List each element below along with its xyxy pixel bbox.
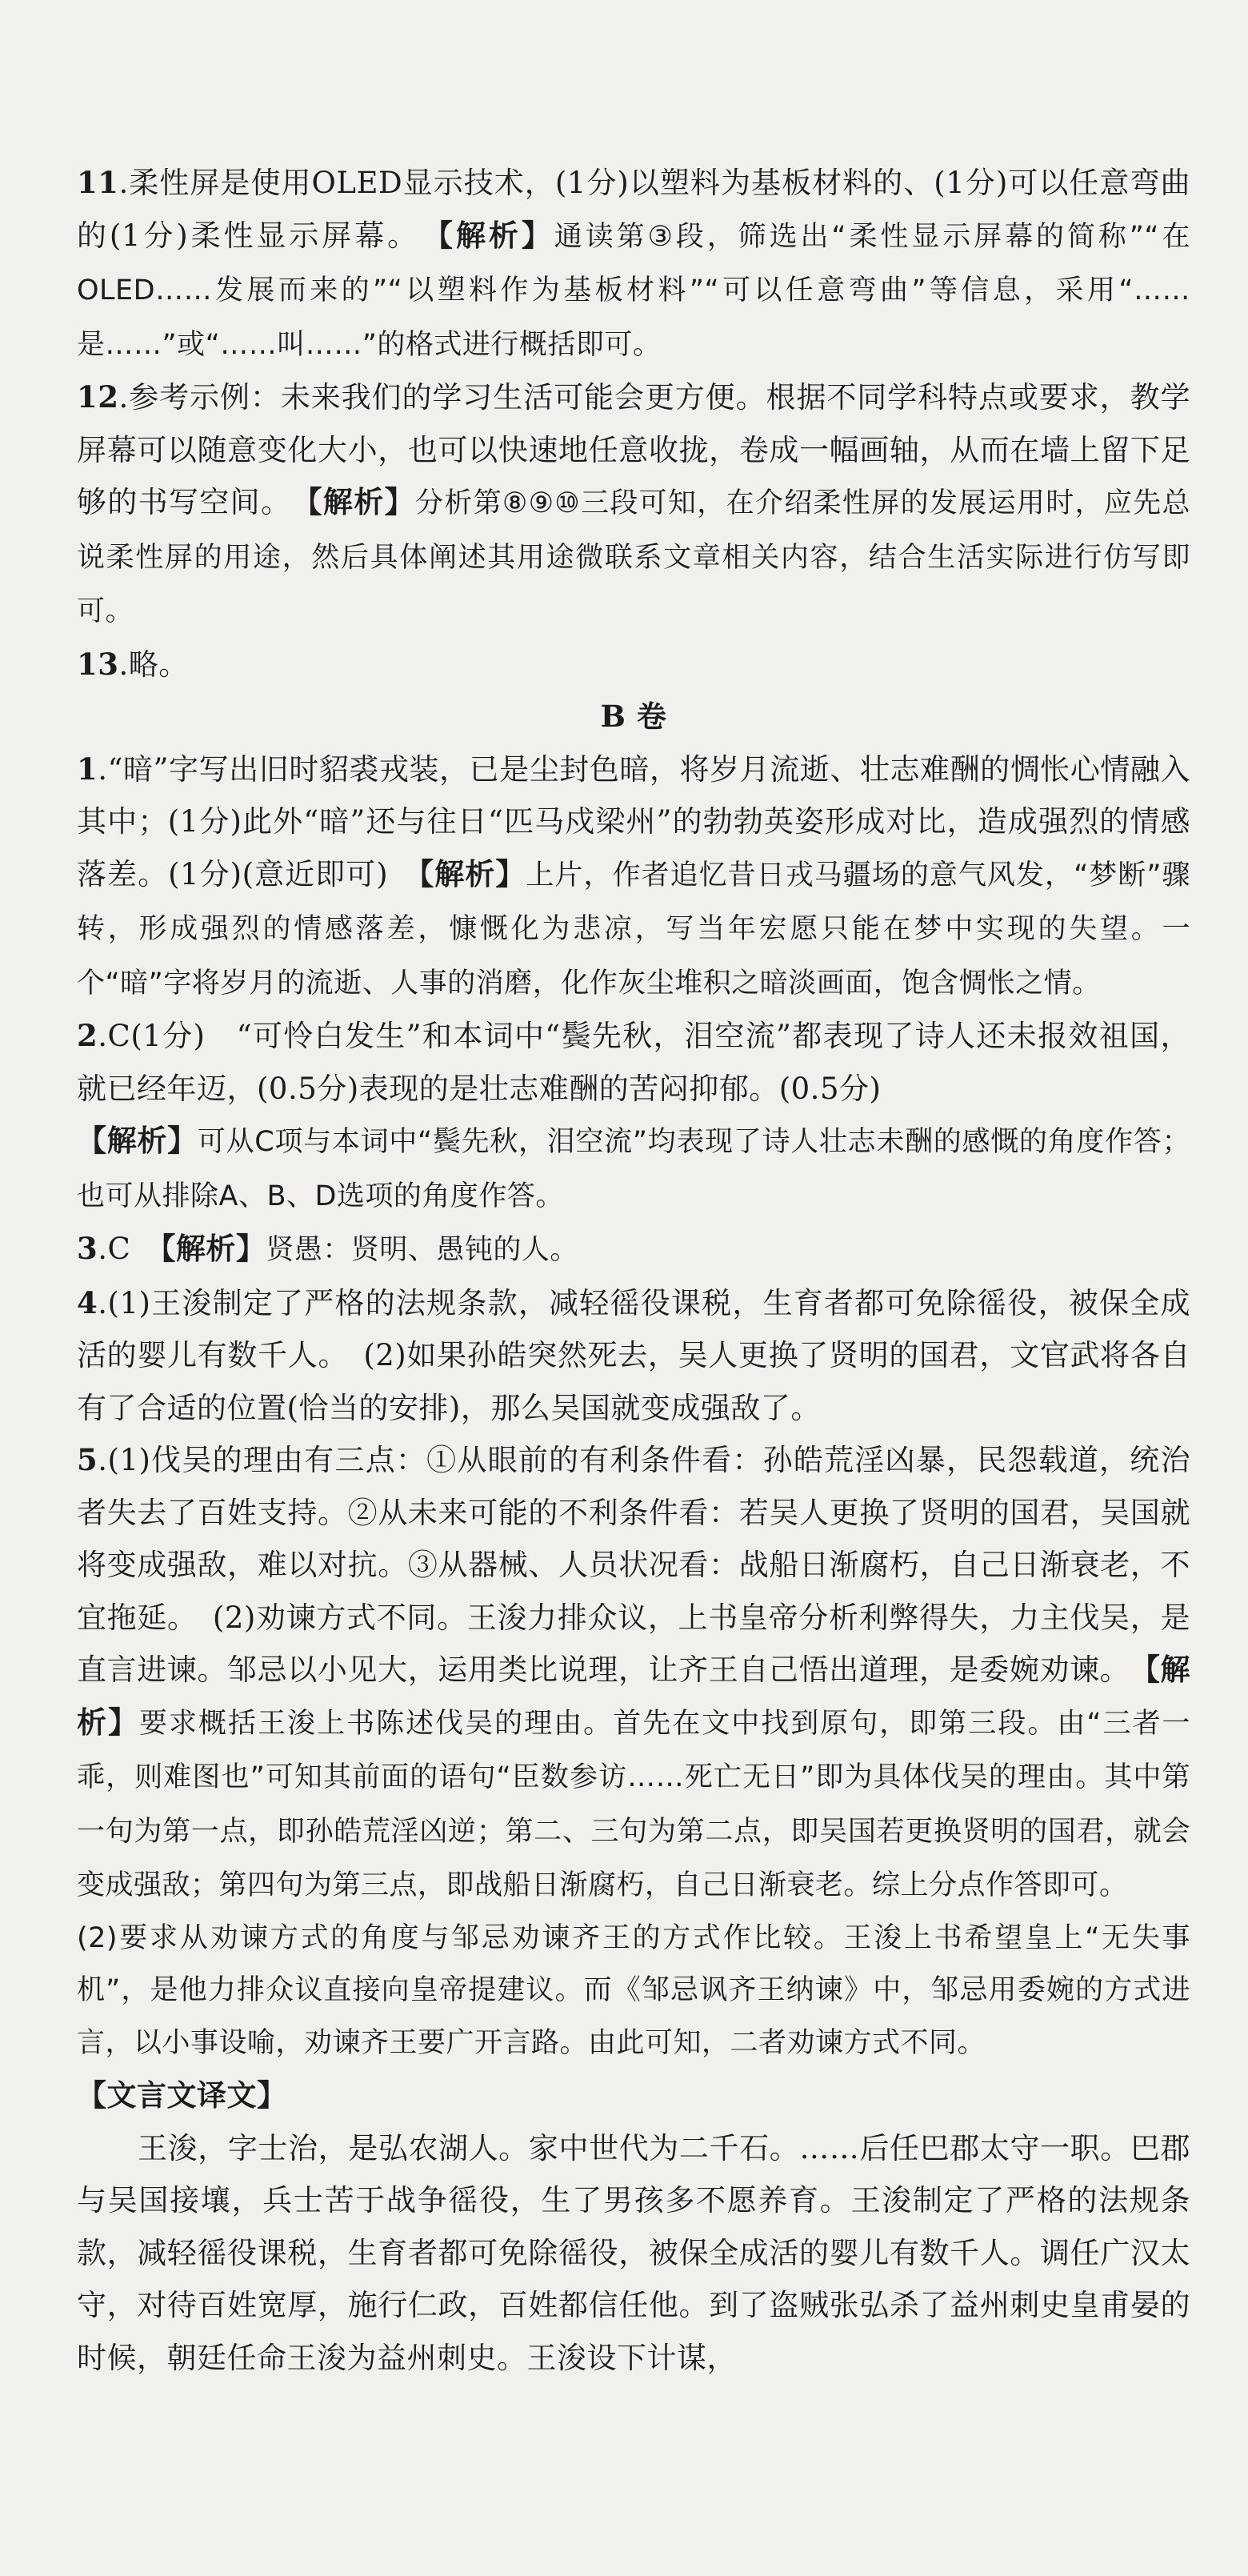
question-number: 1 bbox=[77, 751, 98, 787]
translation-text: 王浚，字士治，是弘农湖人。家中世代为二千石。……后任巴郡太守一职。巴郡与吴国接壤，兵士苦于战争徭役，生了男孩多不愿养育。王浚制定了严格的法规条款，减轻徭役课税，生育者都可免除徭役，被保全成活的婴儿有数千人。调任广汉太守，对待百姓宽厚，施行仁政，百姓都信任他。到了盗贼张弘杀了益州刺史皇甫晏的时候，朝廷任命王浚为益州刺史。王浚设下计谋， bbox=[77, 2130, 1190, 2375]
analysis-b5-part2: (2)要求从劝谏方式的角度与邹忌劝谏齐王的方式作比较。王浚上书希望皇上“无失事机”，是他力排众议直接向皇帝提建议。而《邹忌讽齐王纳谏》中，邹忌用委婉的方式进言，以小事设喻，劝谏齐王要广开言路。由此可知，二者劝谏方式不同。 bbox=[77, 1921, 1190, 2059]
answer-text: .参考示例：未来我们的学习生活可能会更方便。根据不同学科特点或要求，教学屏幕可以随意变化大小，也可以快速地任意收拢，卷成一幅画轴，从而在墙上留下足够的书写空间。 bbox=[77, 380, 1190, 519]
question-number: 3 bbox=[77, 1231, 98, 1266]
analysis-text: 通读第③段，筛选出“柔性显示屏幕的简称”“在OLED……发展而来的”“以塑料作为基板材料”“可以任意弯曲”等信息，采用“……是……”或“……叫……”的格式进行概括即可。 bbox=[77, 220, 1190, 361]
answer-text: .C(1分) “可怜白发生”和本词中“鬓先秋，泪空流”都表现了诗人还未报效祖国，就已经年迈，(0.5分)表现的是壮志难酬的苦闷抑郁。(0.5分) bbox=[77, 1019, 1190, 1106]
answer-text: .(1)王浚制定了严格的法规条款，减轻徭役课税，生育者都可免除徭役，被保全成活的婴儿有数千人。 (2)如果孙皓突然死去，吴人更换了贤明的国君，文官武将各自有了合适的位置(恰当的安排)，那么吴国就变成强敌了。 bbox=[77, 1285, 1190, 1425]
answer-b3 bbox=[77, 1223, 1190, 1277]
answer-text: .“暗”字写出旧时貂裘戎装，已是尘封色暗，将岁月流逝、壮志难酬的惆怅心情融入其中；(1分)此外“暗”还与往日“匹马戍梁州”的勃勃英姿形成对比，造成强烈的情感落差。(1分)(意近即可) bbox=[77, 751, 1190, 891]
answer-b2 bbox=[77, 1010, 1190, 1115]
analysis-tag: 【解析】 bbox=[418, 855, 526, 891]
analysis-text: 分析第⑧⑨⑩三段可知，在介绍柔性屏的发展运用时，应先总说柔性屏的用途，然后具体阐述其用途微联系文章相关内容，结合生活实际进行仿写即可。 bbox=[77, 487, 1191, 627]
answer-13 bbox=[77, 639, 1190, 691]
analysis-tag: 【解析】 bbox=[77, 1652, 1190, 1740]
section-heading-b: B 卷 bbox=[600, 699, 667, 734]
answer-text: .C bbox=[98, 1232, 161, 1266]
question-number: 12 bbox=[77, 379, 119, 415]
analysis-text: 可从C项与本词中“鬓先秋，泪空流”均表现了诗人壮志未酬的感慨的角度作答；也可从排除A、B、D选项的角度作答。 bbox=[77, 1126, 1190, 1212]
answer-b4 bbox=[77, 1277, 1190, 1435]
question-number: 11 bbox=[77, 165, 119, 200]
analysis-tag: 【解析】 bbox=[77, 1123, 198, 1158]
analysis-tag: 【解析】 bbox=[307, 484, 415, 519]
answer-text: .略。 bbox=[118, 647, 189, 682]
answer-b1 bbox=[77, 743, 1190, 1011]
answer-11 bbox=[77, 157, 1190, 371]
answer-text: .(1)伐吴的理由有三点：①从眼前的有利条件看：孙皓荒淫凶暴，民怨载道，统治者失去了百姓支持。②从未来可能的不利条件看：若吴人更换了贤明的国君，吴国就将变成强敌，难以对抗。③从器械、人员状况看：战船日渐腐朽，自己日渐衰老，不宜拖延。 (2)劝谏方式不同。王浚力排众议，上书皇帝分析利弊得失，力主伐吴，是直言进谏。邹忌以小见大，运用类比说理，让齐王自己悟出道理，是委婉劝谏。 bbox=[77, 1443, 1190, 1687]
question-number: 4 bbox=[77, 1284, 98, 1320]
answer-content bbox=[77, 157, 1190, 2384]
analysis-text: 要求概括王浚上书陈述伐吴的理由。首先在文中找到原句，即第三段。由“三者一乖，则难图也”可知其前面的语句“臣数参访……死亡无日”即为具体伐吴的理由。其中第一句为第一点，即孙皓荒淫凶逆；第二、三句为第二点，即吴国若更换贤明的国君，就会变成强敌；第四句为第三点，即战船日渐腐朽，自己日渐衰老。综上分点作答即可。 bbox=[77, 1707, 1191, 1901]
question-number: 2 bbox=[77, 1018, 98, 1053]
translation-heading: 【文言文译文】 bbox=[77, 2077, 287, 2113]
analysis-text: 上片，作者追忆昔日戎马疆场的意气风发，“梦断”骤转，形成强烈的情感落差，慷慨化为悲凉，写当年宏愿只能在梦中实现的失望。一个“暗”字将岁月的流逝、人事的消磨，化作灰尘堆积之暗淡画面，饱含惆怅之情。 bbox=[77, 859, 1191, 1000]
question-number: 13 bbox=[77, 646, 119, 682]
answer-text: .柔性屏是使用OLED显示技术，(1分)以塑料为基板材料的、(1分)可以任意弯曲的(1分)柔性显示屏幕。 bbox=[77, 166, 1190, 253]
analysis-tag: 【解析】 bbox=[438, 217, 554, 253]
analysis-text: 贤愚：贤明、愚钝的人。 bbox=[266, 1234, 578, 1266]
question-number: 5 bbox=[77, 1442, 98, 1477]
analysis-b2 bbox=[77, 1115, 1190, 1223]
analysis-tag: 【解析】 bbox=[160, 1231, 266, 1266]
answer-b5 bbox=[77, 1434, 1190, 1913]
answer-12 bbox=[77, 371, 1190, 639]
